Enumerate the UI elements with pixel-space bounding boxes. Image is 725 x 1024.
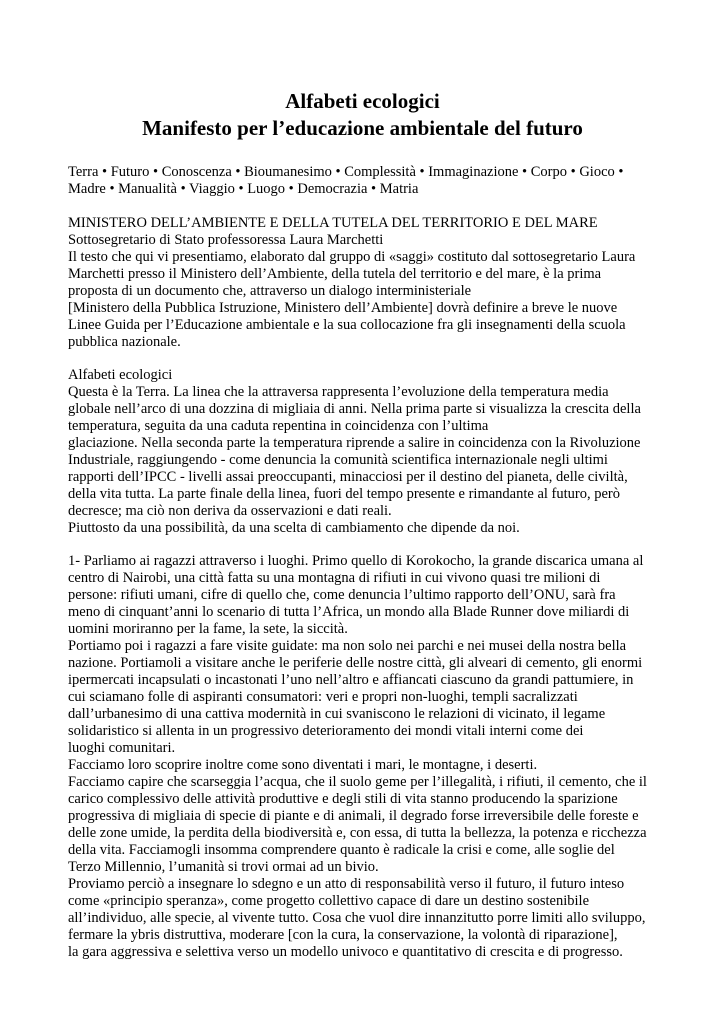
intro-paragraph-line: proposta di un documento che, attraverso un dialogo interministeriale bbox=[68, 283, 472, 299]
body-paragraph-line: Facciamo capire che scarseggia l’acqua, che il suolo geme per l’illegalità, i rifiuti, il cemento, che il bbox=[68, 774, 647, 790]
intro-paragraph-line: Il testo che qui vi presentiamo, elaborato dal gruppo di «saggi» costituto dal sottosegretario Laura bbox=[68, 249, 636, 265]
section-paragraph-line: della vita tutta. La parte finale della linea, fuori del tempo presente e rimandante al futuro, però bbox=[68, 486, 620, 502]
body-paragraph-line: Terzo Millennio, l’umanità si trovi ormai ad un bivio. bbox=[68, 859, 379, 875]
intro-paragraph-line: pubblica nazionale. bbox=[68, 334, 181, 350]
keywords-line: Terra • Futuro • Conoscenza • Bioumanesimo • Complessità • Immaginazione • Corpo • Gioco • bbox=[68, 164, 624, 180]
keywords-line: Madre • Manualità • Viaggio • Luogo • Democrazia • Matria bbox=[68, 181, 419, 197]
body-paragraph-line: solidaristico si allenta in un progressivo deterioramento dei mondi vitali interni come dei bbox=[68, 723, 584, 739]
body-paragraph-line: Portiamo poi i ragazzi a fare visite guidate: ma non solo nei parchi e nei musei della nostra bella bbox=[68, 638, 627, 654]
body-paragraph-line: carico complessivo delle attività produttive e degli stili di vita stanno producendo la sparizione bbox=[68, 791, 618, 807]
body-paragraph-line: persone: rifiuti umani, cifre di quello che, come denuncia l’ultimo rapporto dell’ONU, sarà fra bbox=[68, 587, 616, 603]
body-paragraph-line: Facciamo loro scoprire inoltre come sono diventati i mari, le montagne, i deserti. bbox=[68, 757, 538, 773]
body-paragraph-line: uomini moriranno per la fame, la sete, la siccità. bbox=[68, 621, 348, 637]
section-paragraph-line: globale nell’arco di una dozzina di migliaia di anni. Nella prima parte si visualizza la crescita della bbox=[68, 401, 641, 417]
body-paragraph-line: luoghi comunitari. bbox=[68, 740, 176, 756]
intro-paragraph-line: [Ministero della Pubblica Istruzione, Ministero dell’Ambiente] dovrà definire a breve le nuove bbox=[68, 300, 618, 316]
ministry-heading: MINISTERO DELL’AMBIENTE E DELLA TUTELA DEL TERRITORIO E DEL MARE bbox=[68, 215, 598, 231]
body-paragraph-line: nazione. Portiamoli a visitare anche le periferie delle nostre città, gli alveari di cemento, gli enormi bbox=[68, 655, 643, 671]
section-paragraph-line: Piuttosto da una possibilità, da una scelta di cambiamento che dipende da noi. bbox=[68, 520, 520, 536]
body-paragraph-line: come «principio speranza», come progetto collettivo capace di dare un destino sostenibile bbox=[68, 893, 590, 909]
document-subtitle: Manifesto per l’educazione ambientale del futuro bbox=[142, 116, 583, 140]
section-paragraph-line: rapporti dell’IPCC - livelli assai preoccupanti, minacciosi per il destino del pianeta, delle civiltà, bbox=[68, 469, 628, 485]
section-paragraph-line: decresce; ma ciò non deriva da osservazioni e dati reali. bbox=[68, 503, 392, 519]
body-paragraph-line: dall’urbanesimo di una cattiva modernità in cui svaniscono le relazioni di vicinato, il legame bbox=[68, 706, 606, 722]
section-paragraph-line: Industriale, raggiungendo - come denuncia la comunità scientifica internazionale negli ultimi bbox=[68, 452, 608, 468]
body-paragraph-line: centro di Nairobi, una città fatta su una montagna di rifiuti in cui vivono quasi tre milioni di bbox=[68, 570, 601, 586]
intro-paragraph-line: Marchetti presso il Ministero dell’Ambiente, della tutela del territorio e del mare, è la prima bbox=[68, 266, 602, 282]
body-paragraph-line: delle zone umide, la perdita della biodiversità e, con essa, di tutta la bellezza, la potenza e ricchezza bbox=[68, 825, 647, 841]
body-paragraph-line: 1- Parliamo ai ragazzi attraverso i luoghi. Primo quello di Korokocho, la grande discarica umana al bbox=[68, 553, 644, 569]
section-paragraph-line: Questa è la Terra. La linea che la attraversa rappresenta l’evoluzione della temperatura media bbox=[68, 384, 609, 400]
body-paragraph-line: Proviamo perciò a insegnare lo sdegno e un atto di responsabilità verso il futuro, il futuro inteso bbox=[68, 876, 625, 892]
body-paragraph-line: la gara aggressiva e selettiva verso un modello univoco e quantitativo di crescita e di progresso. bbox=[68, 944, 623, 960]
body-paragraph-line: meno di cinquant’anni lo scenario di tutta l’Africa, un mondo alla Blade Runner dove miliardi di bbox=[68, 604, 630, 620]
section-paragraph-line: glaciazione. Nella seconda parte la temperatura riprende a salire in coincidenza con la Rivoluzione bbox=[68, 435, 641, 451]
body-paragraph-line: ipermercati incapsulati o incastonati l’uno nell’altro e affiancati ciascuno da grandi pattumiere, in bbox=[68, 672, 634, 688]
body-paragraph-line: cui sciamano folle di aspiranti consumatori: veri e propri non-luoghi, templi sacralizzati bbox=[68, 689, 578, 705]
section-paragraph-line: temperatura, seguita da una caduta repentina in coincidenza con l’ultima bbox=[68, 418, 489, 434]
body-paragraph-line: progressiva di migliaia di specie di piante e di animali, il degrado forse irreversibile delle foreste e bbox=[68, 808, 639, 824]
body-paragraph-line: all’individuo, alle specie, al vivente tutto. Cosa che vuol dire innanzitutto porre limiti allo sviluppo, bbox=[68, 910, 646, 926]
undersecretary-line: Sottosegretario di Stato professoressa Laura Marchetti bbox=[68, 232, 384, 248]
document-title: Alfabeti ecologici bbox=[285, 89, 440, 113]
section-heading: Alfabeti ecologici bbox=[68, 367, 173, 383]
body-paragraph-line: della vita. Facciamogli insomma comprendere quanto è radicale la crisi e come, alle soglie del bbox=[68, 842, 615, 858]
intro-paragraph-line: Linee Guida per l’Educazione ambientale e la sua collocazione fra gli insegnamenti della scuola bbox=[68, 317, 626, 333]
body-paragraph-line: fermare la ybris distruttiva, moderare [con la cura, la conservazione, la volontà di riparazione], bbox=[68, 927, 618, 943]
